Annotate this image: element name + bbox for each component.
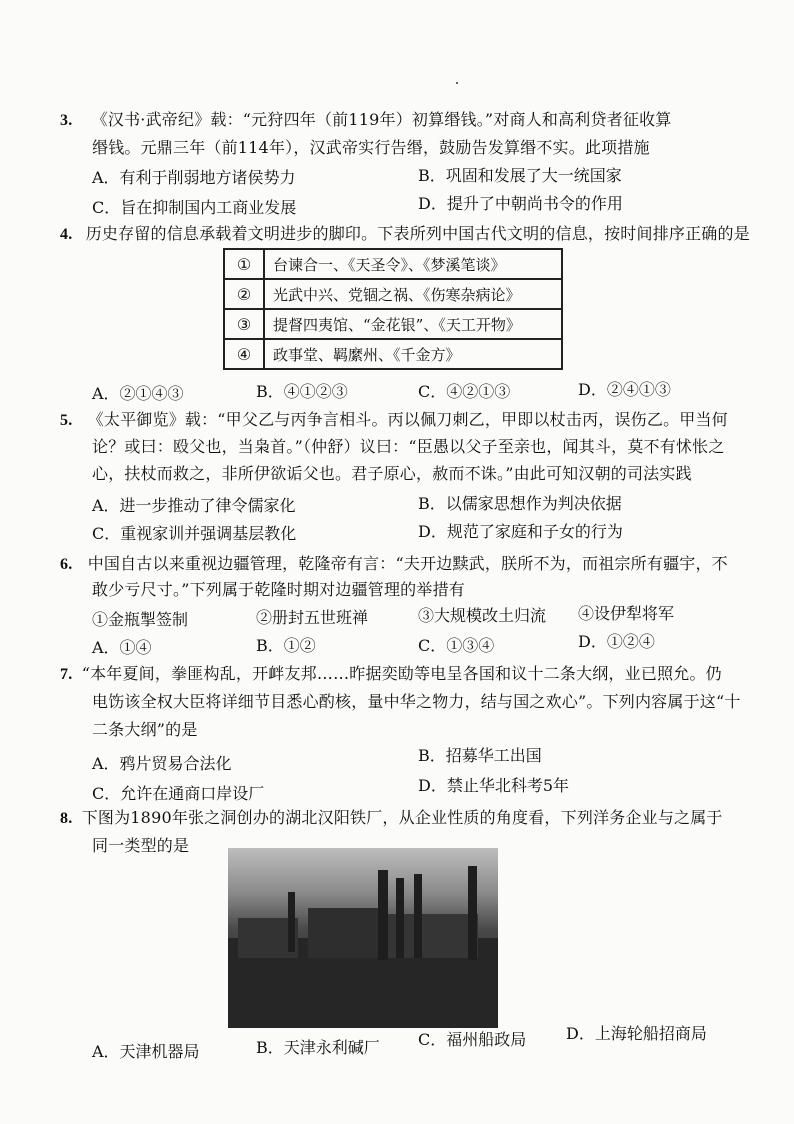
row-text: 政事堂、羁縻州、《千金方》 [264, 339, 562, 369]
q6-option-b[interactable]: B．①② [256, 636, 316, 655]
question-5-line-2: 论？或曰：殴父也，当枭首。”（仲舒）议曰：“臣愚以父子至亲也，闻其斗，莫不有怵怅之 [92, 437, 725, 456]
photo-building [308, 908, 378, 958]
q8-option-c[interactable]: C．福州船政局 [418, 1030, 527, 1049]
q5-option-b[interactable]: B．以儒家思想作为判决依据 [418, 494, 622, 513]
question-7-text-1: “本年夏间，拳匪构乱，开衅友邦……昨据奕劻等电呈各国和议十二条大纲，业已照允。仍 [81, 664, 722, 683]
q7-option-c[interactable]: C．允许在通商口岸设厂 [92, 784, 265, 803]
q5-option-c[interactable]: C．重视家训并强调基层教化 [92, 524, 297, 543]
q4-option-b[interactable]: B．④①②③ [256, 382, 348, 401]
q7-option-a[interactable]: A．鸦片贸易合法化 [92, 754, 232, 773]
photo-chimney [414, 874, 422, 958]
q6-item-4: ④设伊犁将军 [578, 604, 675, 623]
row-number: ④ [224, 339, 264, 369]
question-6-text-1: 中国自古以来重视边疆管理，乾隆帝有言：“夫开边黩武，朕所不为，而祖宗所有疆宇，不 [87, 554, 728, 573]
q6-option-d[interactable]: D．①②④ [578, 632, 655, 651]
question-3-number: 3. [60, 112, 73, 129]
question-8-number: 8. [60, 810, 73, 827]
q3-option-b[interactable]: B．巩固和发展了大一统国家 [418, 166, 622, 185]
q3-option-c[interactable]: C．旨在抑制国内工商业发展 [92, 198, 297, 217]
table-row [224, 279, 562, 309]
q5-option-a[interactable]: A．进一步推动了律令儒家化 [92, 496, 296, 515]
question-8-line-2: 同一类型的是 [92, 836, 190, 855]
table-row [224, 309, 562, 339]
question-3-text-1: 《汉书·武帝纪》载：“元狩四年（前119年）初算缗钱。”对商人和高利贷者征收算 [91, 110, 672, 129]
question-5-line-1 [60, 410, 728, 431]
table-row [224, 339, 562, 369]
question-5-text-1: 《太平御览》载：“甲父乙与丙争言相斗。丙以佩刀刺乙，甲即以杖击丙，误伤乙。甲当何 [87, 410, 728, 429]
question-5-line-3: 心，扶杖而救之，非所伊欲诟父也。君子原心，赦而不诛。”由此可知汉朝的司法实践 [92, 464, 692, 483]
q6-option-a[interactable]: A．①④ [92, 638, 152, 657]
question-8-line-1 [60, 808, 723, 829]
question-4-number: 4. [60, 226, 73, 243]
q6-option-c[interactable]: C．①③④ [418, 636, 495, 655]
question-7-line-3: 二条大纲”的是 [92, 720, 198, 739]
question-4-text-1: 历史存留的信息承载着文明进步的脚印。下表所列中国古代文明的信息，按时间排序正确的是 [85, 224, 750, 243]
photo-chimney [396, 878, 404, 958]
question-7-line-1 [60, 664, 722, 685]
row-number: ③ [224, 309, 264, 339]
table-row [224, 249, 562, 279]
question-7-line-2: 电饬该全权大臣将详细节目悉心酌核，量中华之物力，结与国之欢心”。下列内容属于这“十 [92, 692, 741, 711]
photo-chimney [468, 866, 477, 960]
photo-chimney [378, 870, 388, 960]
q3-option-a[interactable]: A．有利于削弱地方诸侯势力 [92, 168, 296, 187]
q7-option-b[interactable]: B．招募华工出国 [418, 746, 542, 765]
row-number: ① [224, 249, 264, 279]
q4-option-c[interactable]: C．④②①③ [418, 382, 511, 401]
photo-chimney [288, 892, 295, 952]
civilization-info-table [223, 248, 563, 370]
q4-option-a[interactable]: A．②①④③ [92, 384, 184, 403]
row-text: 光武中兴、党锢之祸、《伤寒杂病论》 [264, 279, 562, 309]
question-6-line-1 [60, 554, 728, 575]
q5-option-d[interactable]: D．规范了家庭和子女的行为 [418, 522, 623, 541]
row-text: 台谏合一、《天圣令》、《梦溪笔谈》 [264, 249, 562, 279]
question-3-line-1 [60, 110, 672, 131]
question-6-line-2: 敢少亏尺寸。”下列属于乾隆时期对边疆管理的举措有 [92, 580, 465, 599]
question-7-number: 7. [60, 666, 73, 683]
question-5-number: 5. [60, 412, 73, 429]
q8-option-a[interactable]: A．天津机器局 [92, 1042, 200, 1061]
hanyang-ironworks-photo [228, 848, 498, 1028]
scan-speck [456, 82, 458, 84]
question-4-line-1 [60, 224, 750, 245]
q6-item-3: ③大规模改土归流 [418, 606, 547, 625]
question-6-number: 6. [60, 556, 73, 573]
q8-option-b[interactable]: B．天津永利碱厂 [256, 1038, 380, 1057]
row-text: 提督四夷馆、“金花银”、《天工开物》 [264, 309, 562, 339]
row-number: ② [224, 279, 264, 309]
q6-item-1: ①金瓶掣签制 [92, 610, 189, 629]
q3-option-d[interactable]: D．提升了中朝尚书令的作用 [418, 194, 623, 213]
q7-option-d[interactable]: D．禁止华北科考5年 [418, 776, 570, 795]
question-3-line-2: 缗钱。元鼎三年（前114年），汉武帝实行告缗，鼓励告发算缗不实。此项措施 [92, 138, 650, 157]
q8-option-d[interactable]: D．上海轮船招商局 [566, 1024, 707, 1043]
question-8-text-1: 下图为1890年张之洞创办的湖北汉阳铁厂，从企业性质的角度看，下列洋务企业与之属于 [81, 808, 723, 827]
q6-item-2: ②册封五世班禅 [256, 608, 369, 627]
q4-option-d[interactable]: D．②④①③ [578, 380, 671, 399]
